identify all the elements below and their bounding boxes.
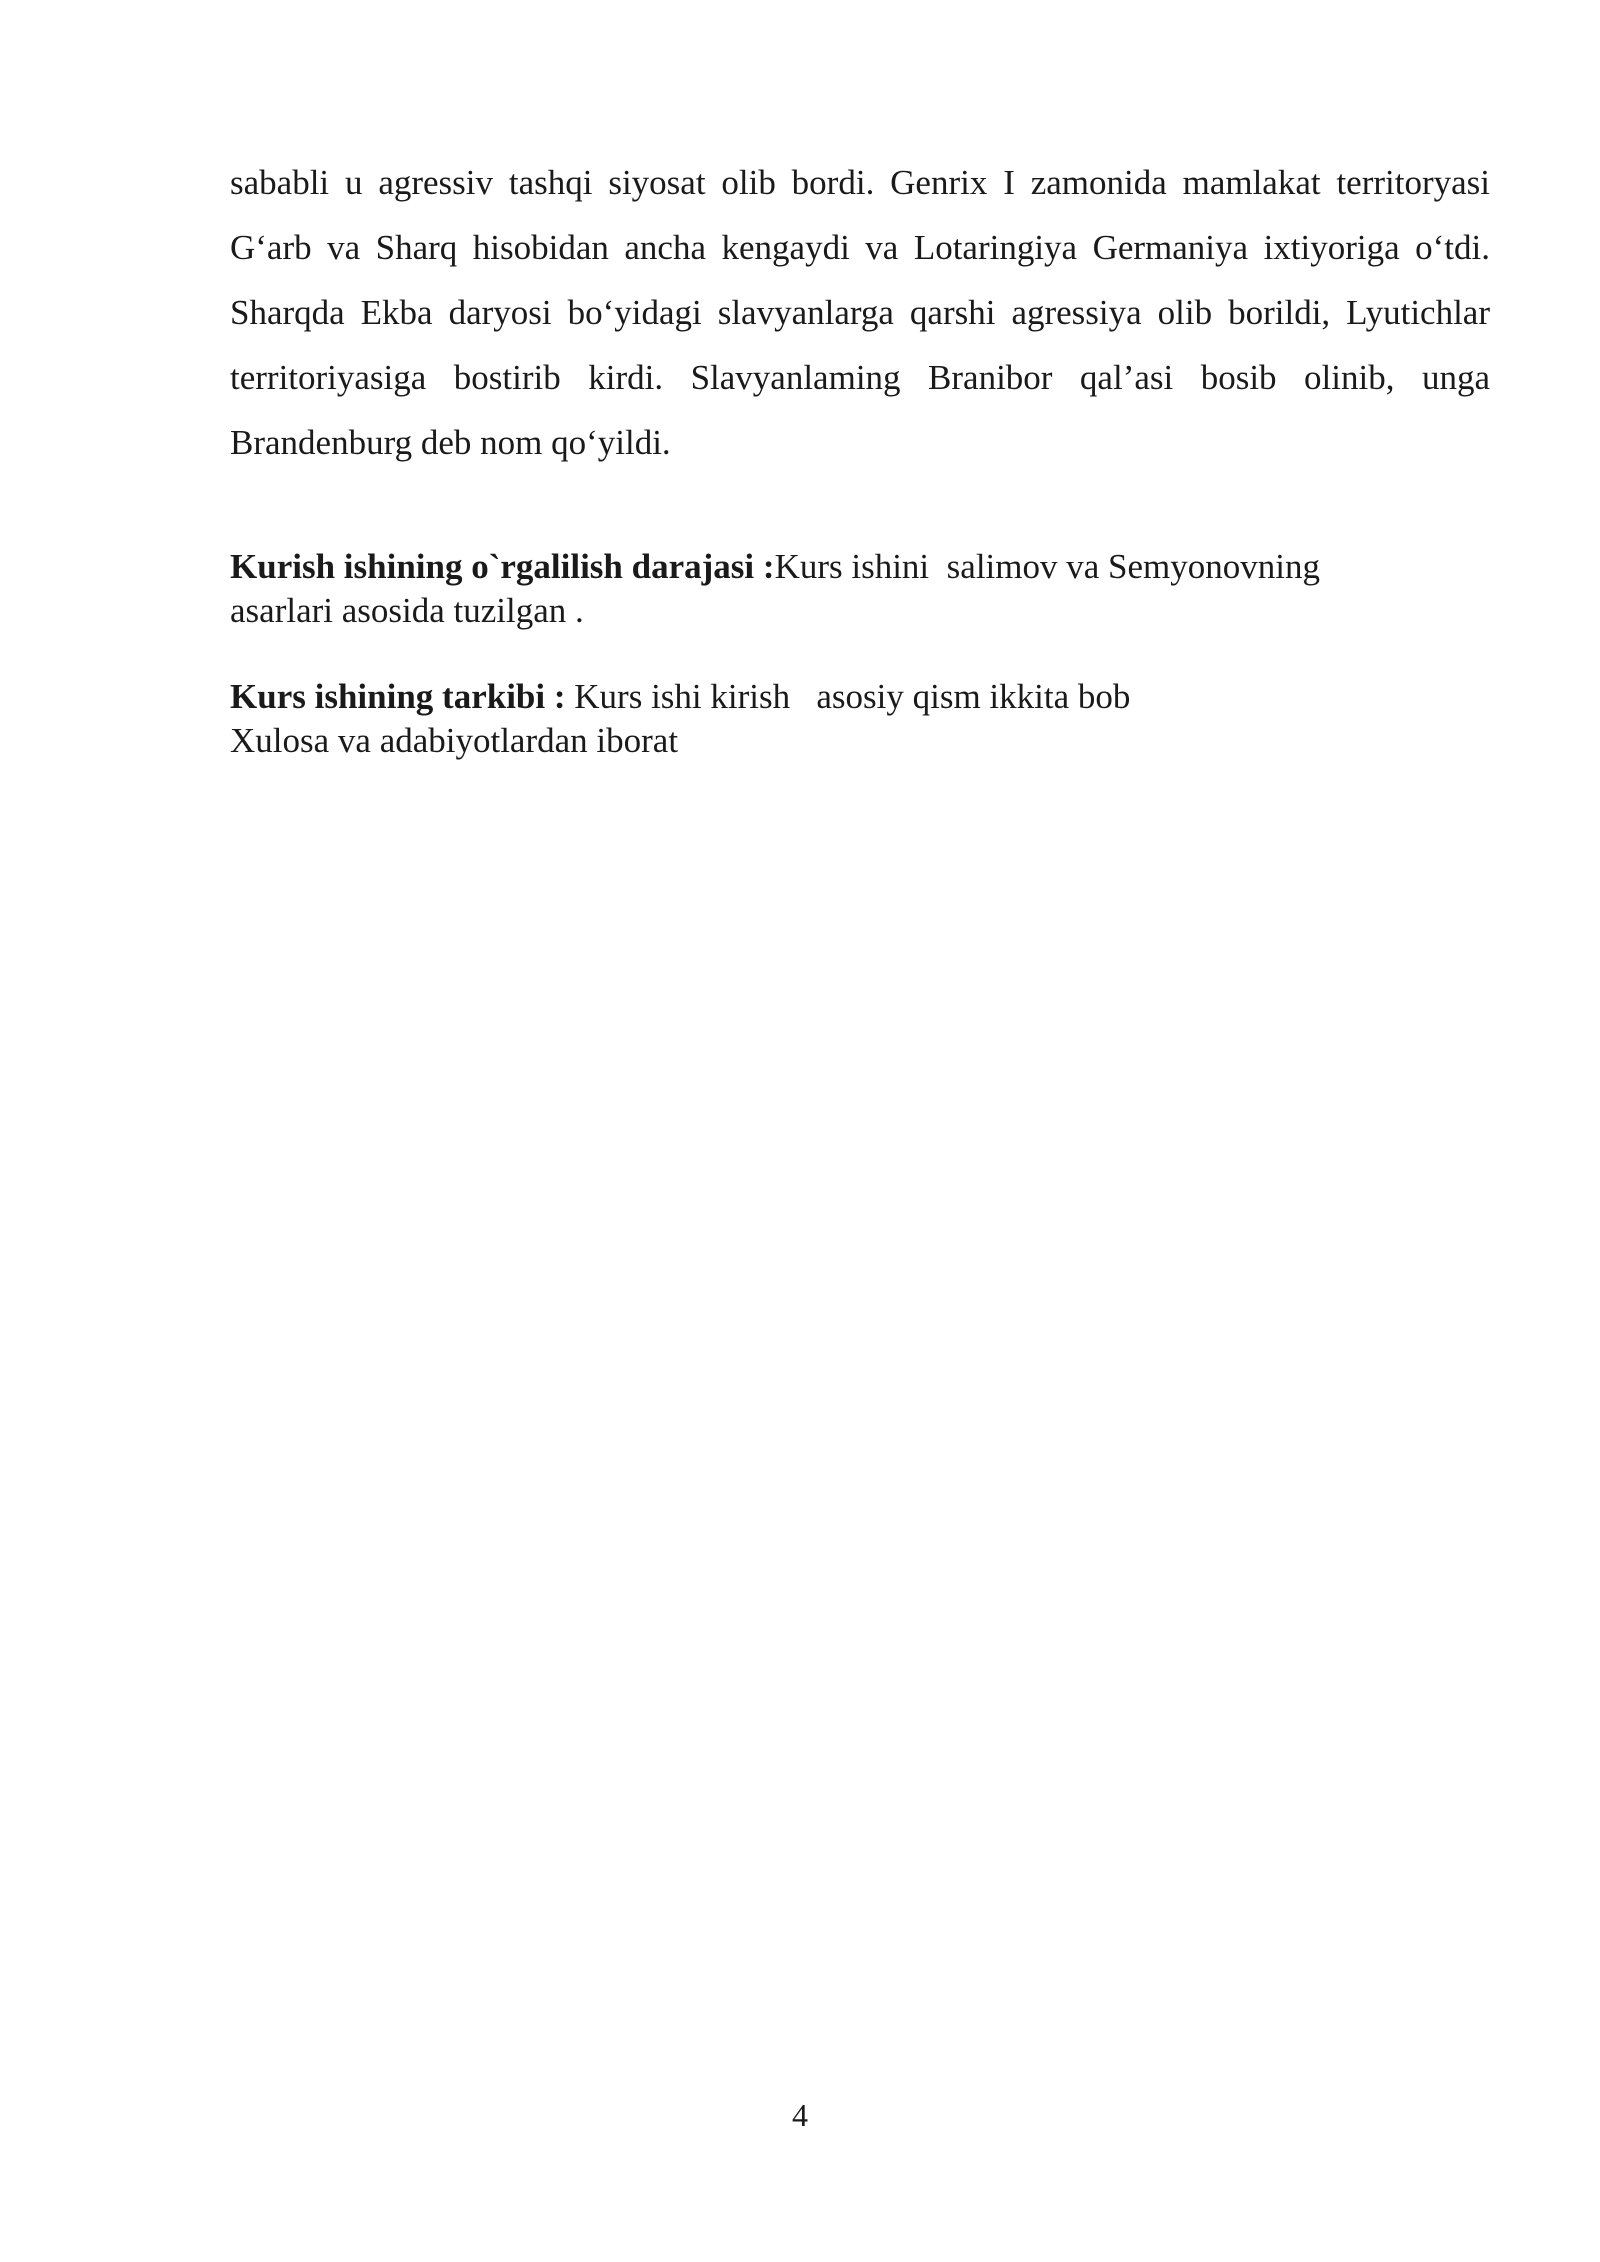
page-number: 4: [792, 2097, 808, 2133]
section-study-level: [230, 545, 1490, 633]
section-text: Kurs ishini salimov va Semyonovning: [774, 547, 1320, 586]
section-label: Kurs ishining tarkibi :: [230, 677, 575, 716]
section-second-line: asarlari asosida tuzilgan .: [230, 591, 584, 630]
section-first-line: [230, 675, 1490, 719]
section-structure: [230, 675, 1490, 763]
main-paragraph: sababli u agressiv tashqi siyosat olib bordi. Genrix I zamonida mamlakat territoryasi G‘arb va Sharq hisobidan ancha kengaydi va Lotaringiya Germaniya ixtiyoriga o‘tdi. Sharqda Ekba daryosi bo‘yidagi slavyanlarga qarshi agressiya olib borildi, Lyutichlar territoriyasiga bostirib kirdi. Slavyanlaming Branibor qal’asi bosib olinib, unga Brandenburg deb nom qo‘yildi.: [230, 163, 1490, 462]
section-first-line: [230, 545, 1490, 589]
section-label: Kurish ishining o`rgalilish darajasi :: [230, 547, 775, 586]
section-text: Kurs ishi kirish asosiy qism ikkita bob: [574, 677, 1131, 716]
section-second-line: Xulosa va adabiyotlardan iborat: [230, 721, 679, 760]
